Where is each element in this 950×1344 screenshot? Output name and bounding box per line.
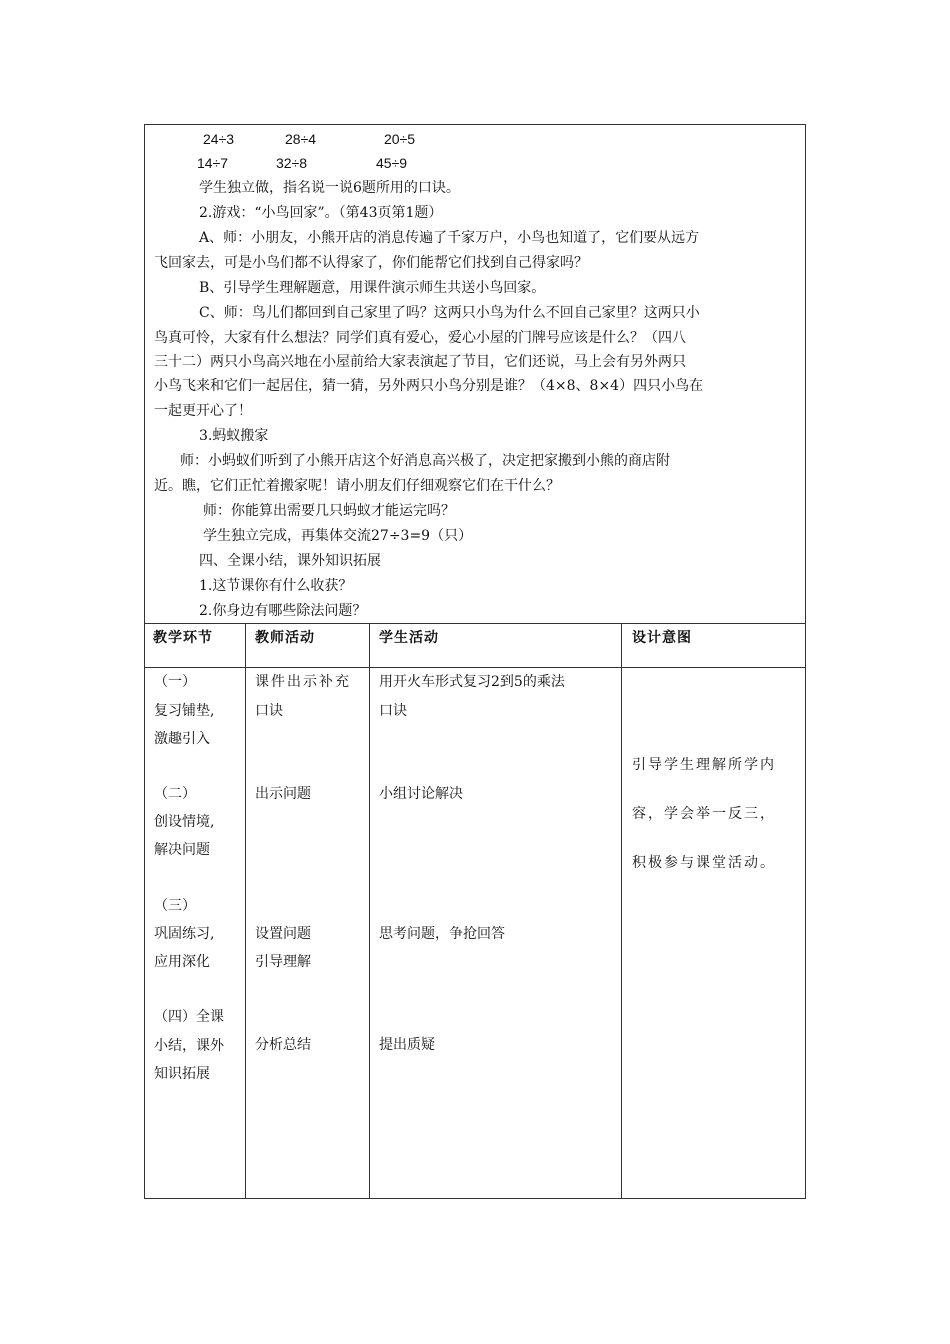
stage-cell-line: 解决问题 [154, 842, 210, 858]
stage-cell-line: 创设情境, [154, 814, 215, 830]
teacher-cell-line: 设置问题 [255, 926, 311, 942]
stage-cell-line: （一） [154, 674, 196, 690]
stage-cell-line: （二） [154, 786, 196, 802]
content-line: 小鸟飞来和它们一起居住，猜一猜，另外两只小鸟分别是谁？（4×8、8×4）四只小鸟在 [154, 378, 704, 394]
stage-cell-line: （四）全课 [154, 1009, 224, 1025]
header-top-rule [144, 623, 806, 624]
content-line: B、引导学生理解题意，用课件演示师生共送小鸟回家。 [199, 280, 546, 296]
content-line: C、师：鸟儿们都回到自己家里了吗？这两只小鸟为什么不回自己家里？这两只小 [199, 305, 700, 321]
stage-cell-line: 应用深化 [154, 954, 210, 970]
stage-cell-line: 复习铺垫, [154, 703, 215, 719]
content-line: 近。瞧，它们正忙着搬家呢！请小朋友们仔细观察它们在干什么？ [154, 478, 560, 494]
content-line: 飞回家去，可是小鸟们都不认得家了，你们能帮它们找到自己得家吗？ [154, 255, 588, 271]
content-line: 四、全课小结，课外知识拓展 [199, 553, 381, 569]
stage-cell-line: 小结，课外 [154, 1038, 224, 1054]
teacher-cell-line: 课件出示补充 [255, 674, 351, 690]
content-line: A、师：小朋友，小熊开店的消息传遍了千家万户，小鸟也知道了，它们要从远方 [199, 230, 700, 246]
student-cell-line: 口诀 [379, 703, 407, 719]
intent-cell-line: 容，学会举一反三， [632, 806, 776, 822]
stage-cell-line: 巩固练习, [154, 926, 215, 942]
stage-cell-line: 知识拓展 [154, 1066, 210, 1082]
content-line: 1.这节课你有什么收获？ [199, 578, 353, 594]
student-cell-line: 提出质疑 [379, 1037, 435, 1053]
header-teaching-stage: 教学环节 [153, 630, 213, 646]
column-rule-2 [369, 623, 370, 1199]
header-student-activity: 学生活动 [379, 630, 439, 646]
content-line: 鸟真可怜，大家有什么想法？同学们真有爱心，爱心小屋的门牌号应该是什么？（四八 [154, 330, 686, 346]
teacher-cell-line: 引导理解 [255, 954, 311, 970]
content-line: 师：小蚂蚁们听到了小熊开店这个好消息高兴极了，决定把家搬到小熊的商店附 [180, 453, 670, 469]
exercise-24-div-3: 24÷3 [203, 131, 235, 147]
stage-cell-line: 激趣引入 [154, 731, 210, 747]
exercise-45-div-9: 45÷9 [376, 155, 408, 171]
intent-cell-line: 积极参与课堂活动。 [632, 855, 776, 871]
stage-cell-line: （三） [154, 898, 196, 914]
exercise-14-div-7: 14÷7 [197, 155, 229, 171]
exercise-32-div-8: 32÷8 [276, 155, 308, 171]
column-rule-1 [245, 623, 246, 1199]
content-line: 学生独立完成，再集体交流27÷3=9（只） [203, 528, 473, 544]
content-line: 师：你能算出需要几只蚂蚁才能运完吗？ [203, 503, 455, 519]
exercise-20-div-5: 20÷5 [384, 131, 416, 147]
exercise-28-div-4: 28÷4 [285, 131, 317, 147]
content-line: 2.游戏：“小鸟回家”。（第43页第1题） [199, 205, 443, 221]
content-line: 3.蚂蚁搬家 [199, 428, 269, 444]
header-teacher-activity: 教师活动 [255, 630, 315, 646]
student-cell-line: 用开火车形式复习2到5的乘法 [379, 674, 565, 690]
student-cell-line: 思考问题，争抢回答 [379, 926, 505, 942]
teacher-cell-line: 口诀 [255, 703, 283, 719]
intent-cell-line: 引导学生理解所学内 [632, 757, 776, 773]
content-line: 一起更开心了！ [154, 403, 252, 419]
student-cell-line: 小组讨论解决 [379, 786, 463, 802]
header-design-intent: 设计意图 [632, 630, 692, 646]
header-bottom-rule [144, 667, 806, 668]
content-line: 2.你身边有哪些除法问题？ [199, 603, 367, 619]
column-rule-3 [621, 623, 622, 1199]
content-line: 三十二）两只小鸟高兴地在小屋前给大家表演起了节目，它们还说，马上会有另外两只 [154, 354, 686, 370]
teacher-cell-line: 出示问题 [255, 786, 311, 802]
content-line: 学生独立做，指名说一说6题所用的口诀。 [199, 180, 460, 196]
teacher-cell-line: 分析总结 [255, 1037, 311, 1053]
